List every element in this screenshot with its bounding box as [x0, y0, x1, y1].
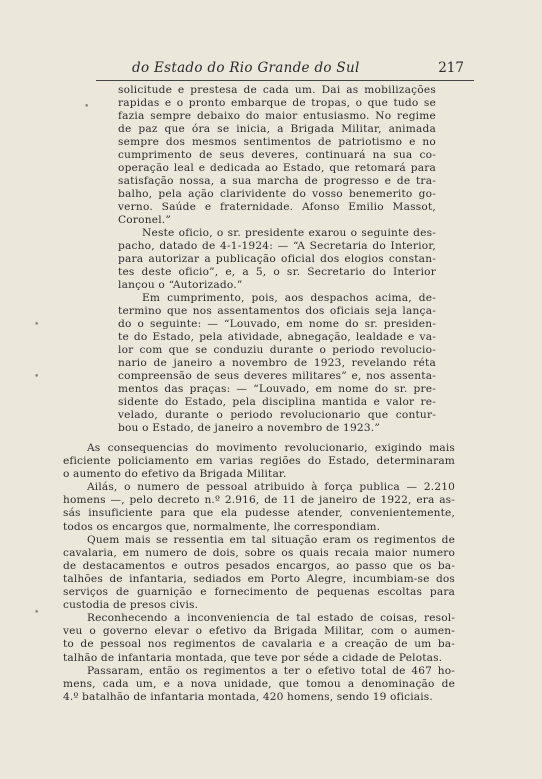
- body-text-line: todos os encargos que, normalmente, lhe correspondiam.: [63, 520, 381, 533]
- body-text-line: mens, cada um, e a nova unidade, que tomou a denominação de: [63, 677, 455, 690]
- quote-text-line: satisfação nossa, a sua marcha de progresso e de tra-: [118, 175, 436, 187]
- body-text-line: Passaram, então os regimentos a ter o efetivo total de 467 ho-: [87, 664, 455, 677]
- body-text-line: talhões de infantaria, sediados em Porto Alegre, incumbiam-se dos: [63, 572, 455, 585]
- quote-text-line: Em cumprimento, pois, aos despachos acima, de-: [142, 292, 436, 304]
- running-header: [96, 58, 474, 81]
- body-text-line: to de pessoal nos regimentos de cavalaria e a creação de um ba-: [63, 638, 455, 651]
- body-text-line: o aumento do efetivo da Brigada Militar.: [63, 468, 287, 481]
- quote-text-line: lor com que se conduziu durante o periodo revolucio-: [118, 344, 436, 356]
- quote-text-line: nario de janeiro a novembro de 1923, revelando réta: [118, 357, 436, 369]
- quote-text-line: cumprimento de seus deveres, continuará na sua co-: [118, 149, 436, 161]
- quote-text-line: de paz que óra se inicia, a Brigada Militar, animada: [118, 123, 436, 135]
- quote-text-line: lançou o “Autorizado.”: [118, 279, 243, 291]
- body-text-line: serviços de guarnição e fornecimento de pequenas escoltas para: [63, 586, 455, 599]
- header-title: do Estado do Rio Grande do Sul: [132, 60, 360, 76]
- margin-mark: •: [84, 102, 90, 112]
- quote-text-line: mentos das praças: — “Louvado, em nome do sr. pre-: [118, 383, 436, 395]
- quote-text-line: tes deste oficio”, e, a 5, o sr. Secretario do Interior: [118, 266, 436, 278]
- quote-text-line: verno. Saúde e fraternidade. Afonso Emilio Massot,: [118, 201, 436, 213]
- body-text-line: sás insuficiente para que ela pudesse atender, convenientemente,: [63, 507, 455, 520]
- body-text-line: veu o governo elevar o efetivo da Brigada Militar, com o aumen-: [63, 625, 455, 638]
- quote-text-line: bou o Estado, de janeiro a novembro de 1923.”: [118, 422, 380, 434]
- quote-text-line: para autorizar a publicação oficial dos elogios constan-: [118, 253, 436, 265]
- page-number: 217: [438, 60, 464, 76]
- body-text-line: Reconhecendo a inconveniencia de tal estado de coisas, resol-: [87, 612, 455, 625]
- quote-text-line: sempre dos mesmos sentimentos de patriotismo e no: [118, 136, 436, 148]
- quote-text-line: te do Estado, pela atividade, abnegação, lealdade e va-: [118, 331, 436, 343]
- quote-text-line: compreensão de seus deveres militares” e, nos assenta-: [118, 370, 436, 382]
- body-text-line: Ailás, o numero de pessoal atribuido à força publica — 2.210: [87, 481, 455, 494]
- quote-text-line: sidente do Estado, pela disciplina mantida e valor re-: [118, 396, 436, 408]
- quote-text-line: rapidas e o pronto embarque de tropas, o que tudo se: [118, 97, 436, 109]
- body-text-line: As consequencias do movimento revolucionario, exigindo mais: [87, 442, 455, 454]
- body-text-line: custodia de presos civis.: [63, 599, 199, 612]
- body-text: [63, 442, 455, 704]
- quote-text-line: termino que nos assentamentos dos oficiais seja lança-: [118, 305, 436, 317]
- quote-text-line: balho, pela ação clarividente do vosso benemerito go-: [118, 188, 436, 200]
- quote-text-line: pacho, datado de 4-1-1924: — “A Secretaria do Interior,: [118, 240, 436, 252]
- quote-text-line: Coronel.”: [118, 214, 171, 226]
- body-text-line: eficiente policiamento em varias regiões do Estado, determinaram: [63, 455, 455, 468]
- quote-text-line: velado, durante o periodo revolucionario que contur-: [118, 409, 436, 421]
- body-text-line: talhão de infantaria montada, que teve por séde a cidade de Pelotas.: [63, 651, 443, 664]
- body-text-line: 4.º batalhão de infantaria montada, 420 homens, sendo 19 oficiais.: [63, 690, 433, 703]
- body-text-line: de destacamentos e outros pesados encargos, ao passo que os ba-: [63, 559, 455, 572]
- margin-mark: •: [34, 320, 40, 330]
- body-text-line: homens —, pelo decreto n.º 2.916, de 11 de janeiro de 1922, era as-: [63, 494, 455, 507]
- body-text-line: cavalaria, em numero de dois, sobre os quais recaia maior numero: [63, 546, 455, 559]
- quote-text-line: operação leal e dedicada ao Estado, que retomará para: [118, 162, 436, 174]
- margin-mark: •: [34, 608, 40, 618]
- quoted-official-letter: [118, 84, 436, 435]
- body-text-line: Quem mais se ressentia em tal situação eram os regimentos de: [87, 533, 455, 546]
- quote-text-line: Neste oficio, o sr. presidente exarou o seguinte des-: [142, 227, 436, 239]
- margin-mark: •: [34, 372, 40, 382]
- quote-text-line: do o seguinte: — “Louvado, em nome do sr. presiden-: [118, 318, 436, 330]
- quote-text-line: fazia sempre debaixo do maior entusiasmo. No regime: [118, 110, 436, 122]
- quote-text-line: solicitude e prestesa de cada um. Dai as mobilizações: [118, 84, 436, 96]
